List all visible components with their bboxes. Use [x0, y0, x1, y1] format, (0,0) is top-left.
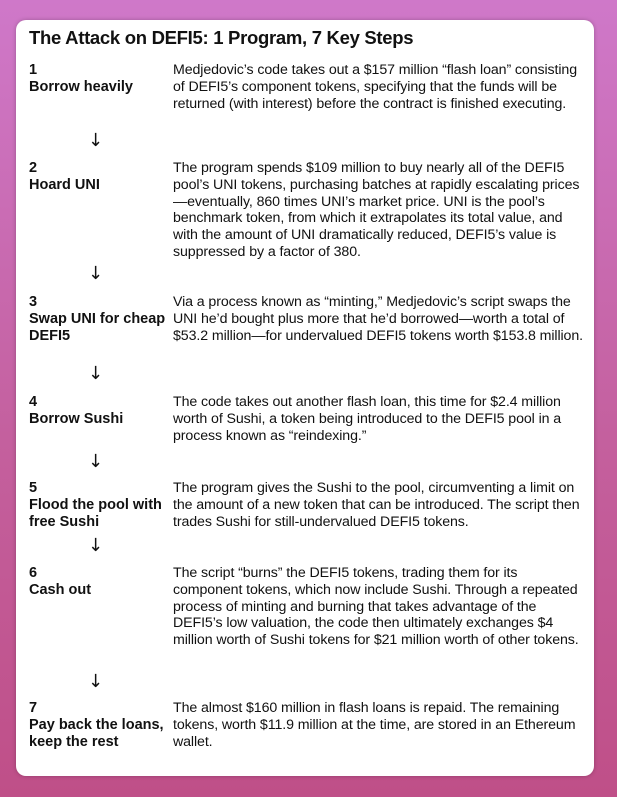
step-heading	[29, 565, 171, 599]
down-arrow-icon: ↓	[88, 130, 104, 151]
step-heading	[29, 294, 171, 345]
down-arrow-icon: ↓	[88, 671, 104, 692]
step-heading	[29, 160, 171, 194]
down-arrow-icon: ↓	[88, 451, 104, 472]
infographic-card	[16, 20, 594, 776]
step-description: The code takes out another flash loan, this time for $2.4 million worth of Sushi, a token being introduced to the DEFI5 pool in a process known as “reindexing.”	[173, 394, 562, 444]
step-heading	[29, 62, 171, 96]
step-name: Swap UNI for cheap DEFI5	[29, 311, 166, 344]
step-number: 6	[29, 565, 38, 581]
step-description: The program spends $109 million to buy nearly all of the DEFI5 pool’s UNI tokens, purchasing batches at rapidly escalating prices—eventually, 860 times UNI’s market price. UNI is the pool’s benchmark token, from which it extrapolates its total value, and with the amount of UNI dramatically reduced, DEFI5’s value is suppressed by a factor of 380.	[173, 160, 580, 260]
down-arrow-icon: ↓	[88, 535, 104, 556]
step-heading	[29, 700, 171, 751]
step-description: Via a process known as “minting,” Medjedovic’s script swaps the UNI he’d bought plus more that he’d borrowed—worth a total of $53.2 million—for undervalued DEFI5 tokens worth $153.8 million.	[173, 294, 583, 344]
page-title: The Attack on DEFI5: 1 Program, 7 Key Steps	[29, 27, 414, 48]
step-number: 5	[29, 480, 38, 496]
step-name: Borrow heavily	[29, 79, 133, 95]
step-description: Medjedovic’s code takes out a $157 million “flash loan” consisting of DEFI5’s component tokens, specifying that the funds will be returned (with interest) before the contract is finished executing.	[173, 62, 578, 112]
step-number: 7	[29, 700, 38, 716]
step-number: 2	[29, 160, 38, 176]
step-name: Cash out	[29, 582, 92, 598]
step-name: Pay back the loans, keep the rest	[29, 717, 164, 750]
step-heading	[29, 394, 171, 428]
step-number: 4	[29, 394, 38, 410]
down-arrow-icon: ↓	[88, 263, 104, 284]
step-description: The almost $160 million in flash loans is repaid. The remaining tokens, worth $11.9 million at the time, are stored in an Ethereum wallet.	[173, 700, 576, 750]
step-description: The script “burns” the DEFI5 tokens, trading them for its component tokens, which now include Sushi. Through a repeated process of minting and burning that takes advantage of the DEFI5’s low valuation, the code then ultimately exchanges $4 million worth of Sushi tokens for $21 million worth of other tokens.	[173, 565, 579, 649]
step-name: Borrow Sushi	[29, 411, 124, 427]
step-number: 3	[29, 294, 38, 310]
down-arrow-icon: ↓	[88, 363, 104, 384]
step-heading	[29, 480, 171, 531]
step-name: Hoard UNI	[29, 177, 100, 193]
step-number: 1	[29, 62, 38, 78]
step-description: The program gives the Sushi to the pool, circumventing a limit on the amount of a new token that can be introduced. The script then trades Sushi for still-undervalued DEFI5 tokens.	[173, 480, 580, 530]
step-name: Flood the pool with free Sushi	[29, 497, 162, 530]
